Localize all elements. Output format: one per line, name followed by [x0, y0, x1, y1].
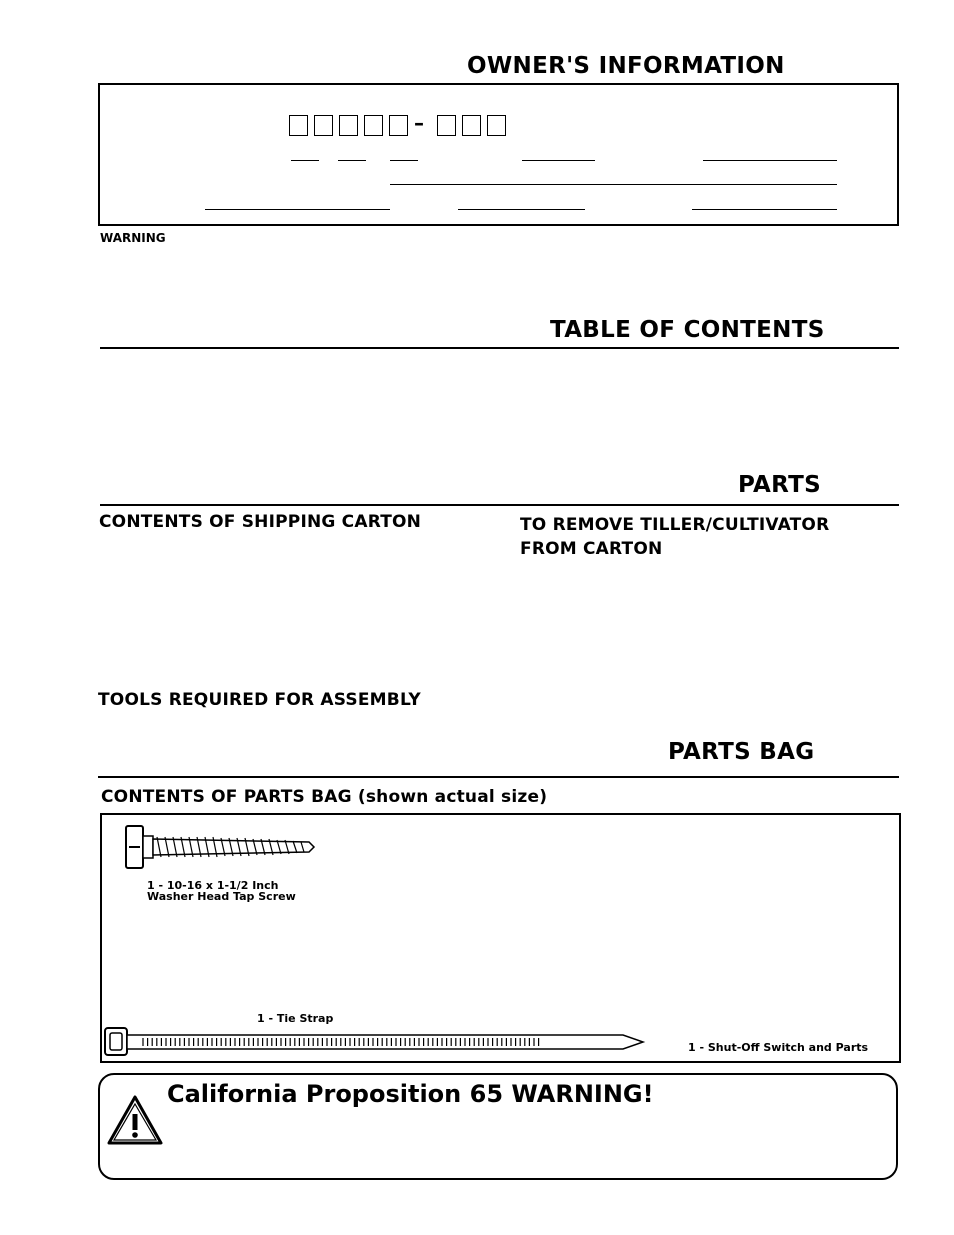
model-digit-box[interactable] — [462, 115, 481, 136]
model-digit-box[interactable] — [389, 115, 408, 136]
parts-bag-contents-heading: CONTENTS OF PARTS BAG (shown actual size) — [101, 787, 548, 807]
screw-label — [147, 880, 296, 902]
screw-label-line-2: Washer Head Tap Screw — [147, 890, 296, 903]
warning-triangle-icon — [106, 1094, 164, 1146]
model-separator: – — [414, 111, 424, 135]
remove-heading-line-2: FROM CARTON — [520, 539, 663, 559]
parts-bag-heading: PARTS BAG — [668, 739, 815, 765]
remove-heading-line-1: TO REMOVE TILLER/CULTIVATOR — [520, 515, 830, 535]
table-of-contents-heading: TABLE OF CONTENTS — [550, 317, 825, 343]
parts-heading: PARTS — [738, 472, 821, 498]
blank-line[interactable] — [703, 160, 837, 161]
model-digit-box[interactable] — [314, 115, 333, 136]
section-divider — [98, 776, 899, 778]
owners-information-box — [98, 83, 899, 226]
model-digit-box[interactable] — [437, 115, 456, 136]
blank-line[interactable] — [458, 209, 585, 210]
model-digit-box[interactable] — [289, 115, 308, 136]
blank-line[interactable] — [291, 160, 319, 161]
tie-strap-illustration — [103, 1025, 648, 1058]
blank-line[interactable] — [390, 160, 418, 161]
owners-information-heading: OWNER'S INFORMATION — [467, 53, 785, 79]
blank-line[interactable] — [205, 209, 390, 210]
screw-label-line-1: 1 - 10-16 x 1-1/2 Inch — [147, 879, 279, 892]
blank-line[interactable] — [522, 160, 595, 161]
tap-screw-illustration — [124, 822, 344, 872]
model-digit-box[interactable] — [364, 115, 383, 136]
prop65-heading: California Proposition 65 WARNING! — [167, 1080, 654, 1108]
tools-required-heading: TOOLS REQUIRED FOR ASSEMBLY — [98, 690, 421, 710]
tie-strap-label: 1 - Tie Strap — [257, 1012, 334, 1025]
section-divider — [100, 347, 899, 349]
model-digit-box[interactable] — [487, 115, 506, 136]
shut-off-switch-label: 1 - Shut-Off Switch and Parts — [688, 1041, 869, 1054]
section-divider — [100, 504, 899, 506]
warning-label: WARNING — [100, 231, 166, 245]
blank-line[interactable] — [338, 160, 366, 161]
remove-from-carton-heading — [520, 513, 829, 561]
shipping-carton-heading: CONTENTS OF SHIPPING CARTON — [99, 512, 422, 532]
blank-line[interactable] — [390, 184, 837, 185]
blank-line[interactable] — [692, 209, 837, 210]
model-digit-box[interactable] — [339, 115, 358, 136]
